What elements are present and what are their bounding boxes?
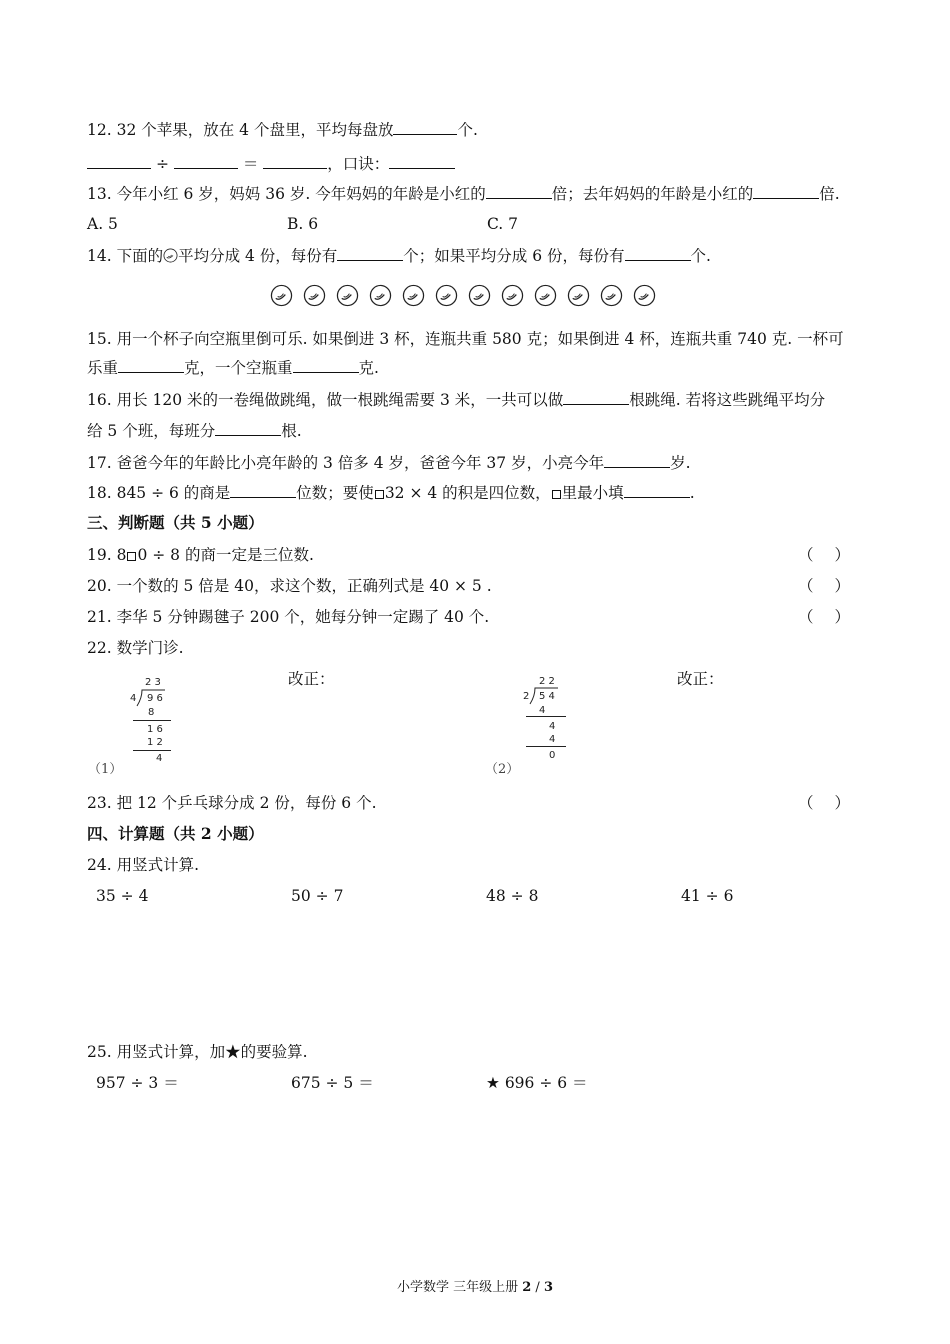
q21-answer-paren[interactable]: （ ）: [798, 608, 850, 626]
division-rule: [133, 750, 171, 751]
coin-icon: [336, 284, 359, 307]
box-placeholder: [127, 552, 136, 561]
q17-line: 17. 爸爸今年的年龄比小亮年龄的 3 倍多 4 岁，爸爸今年 37 岁，小亮今年 岁.: [87, 454, 691, 472]
coin-icon: [163, 248, 178, 263]
coin-icon: [534, 284, 557, 307]
section-3-heading: 三、判断题（共 5 小题）: [87, 513, 264, 532]
box-placeholder: [375, 490, 384, 499]
division-rule: [133, 720, 171, 721]
answer-blank[interactable]: [174, 153, 238, 169]
q13-option-c[interactable]: C. 7: [487, 215, 519, 233]
q21-line: 21. 李华 5 分钟踢毽子 200 个，她每分钟一定踢了 40 个.: [87, 608, 490, 626]
q25-item: 957 ÷ 3 ＝: [96, 1074, 179, 1092]
q25-title: 25. 用竖式计算，加★的要验算.: [87, 1043, 308, 1061]
answer-blank[interactable]: [118, 357, 184, 373]
answer-blank[interactable]: [337, 245, 403, 261]
q24-item: 35 ÷ 4: [96, 887, 149, 905]
answer-blank[interactable]: [263, 153, 327, 169]
q24-item: 50 ÷ 7: [291, 887, 344, 905]
correction-label-1: 改正：: [288, 670, 335, 688]
coin-icon: [633, 284, 656, 307]
section-4-heading: 四、计算题（共 2 小题）: [87, 824, 264, 843]
q15-line2: 乐重 克，一个空瓶重 克.: [87, 359, 379, 377]
q19-answer-paren[interactable]: （ ）: [798, 546, 850, 564]
answer-blank[interactable]: [87, 153, 151, 169]
q25-item-starred: ★ 696 ÷ 6 ＝: [486, 1074, 588, 1092]
page-footer: 小学数学 三年级上册 2 / 3: [396, 1280, 553, 1295]
q15-line1: 15. 用一个杯子向空瓶里倒可乐. 如果倒进 3 杯，连瓶共重 580 克；如果倒进 4 杯，连瓶共重 740 克. 一杯可: [87, 330, 844, 348]
q13-option-a[interactable]: A. 5: [87, 215, 118, 233]
page-total: 3: [543, 1280, 553, 1295]
q25-item: 675 ÷ 5 ＝: [291, 1074, 374, 1092]
q18-line: 18. 845 ÷ 6 的商是 位数；要使 32 × 4 的积是四位数， 里最小填 .: [87, 484, 695, 502]
division-rule: [526, 746, 566, 747]
answer-blank[interactable]: [563, 389, 629, 405]
answer-blank[interactable]: [753, 183, 819, 199]
q24-title: 24. 用竖式计算.: [87, 856, 200, 874]
coin-icon: [567, 284, 590, 307]
box-placeholder: [552, 490, 561, 499]
answer-blank[interactable]: [486, 183, 552, 199]
correction-label-2: 改正：: [677, 670, 724, 688]
answer-blank[interactable]: [393, 119, 457, 135]
coin-icon: [501, 284, 524, 307]
answer-blank[interactable]: [625, 245, 691, 261]
coin-icon: [600, 284, 623, 307]
q22-title: 22. 数学门诊.: [87, 639, 184, 657]
page-number: 2: [522, 1280, 532, 1295]
coin-icon: [468, 284, 491, 307]
coin-icon: [270, 284, 293, 307]
coin-row: [270, 284, 656, 307]
q24-item: 48 ÷ 8: [486, 887, 539, 905]
coin-icon: [369, 284, 392, 307]
coin-icon: [303, 284, 326, 307]
answer-blank[interactable]: [230, 482, 296, 498]
q23-line: 23. 把 12 个乒乓球分成 2 份，每份 6 个.: [87, 794, 377, 812]
q13-option-b[interactable]: B. 6: [287, 215, 319, 233]
division-rule: [526, 716, 566, 717]
q12-line2: ÷ ＝ ，口诀：: [87, 153, 455, 174]
coin-icon: [435, 284, 458, 307]
q20-line: 20. 一个数的 5 倍是 40，求这个数，正确列式是 40 × 5 .: [87, 577, 492, 595]
q24-item: 41 ÷ 6: [681, 887, 734, 905]
q13-line: 13. 今年小红 6 岁，妈妈 36 岁. 今年妈妈的年龄是小红的 倍；去年妈妈的年龄是小红的 倍.: [87, 185, 840, 203]
coin-icon: [402, 284, 425, 307]
q20-answer-paren[interactable]: （ ）: [798, 577, 850, 595]
answer-blank[interactable]: [389, 153, 455, 169]
answer-blank[interactable]: [215, 420, 281, 436]
q23-answer-paren[interactable]: （ ）: [798, 794, 850, 812]
q12-line1: 12. 32 个苹果，放在 4 个盘里，平均每盘放 个.: [87, 121, 478, 139]
answer-blank[interactable]: [604, 452, 670, 468]
q19-line: 19. 8 0 ÷ 8 的商一定是三位数.: [87, 546, 314, 564]
answer-blank[interactable]: [624, 482, 690, 498]
q14-line: 14. 下面的 平均分成 4 份，每份有 个；如果平均分成 6 份，每份有 个.: [87, 247, 711, 265]
q16-line1: 16. 用长 120 米的一卷绳做跳绳，做一根跳绳需要 3 米，一共可以做 根跳绳. 若将这些跳绳平均分: [87, 391, 826, 409]
q16-line2: 给 5 个班，每班分 根.: [87, 422, 302, 440]
answer-blank[interactable]: [293, 357, 359, 373]
